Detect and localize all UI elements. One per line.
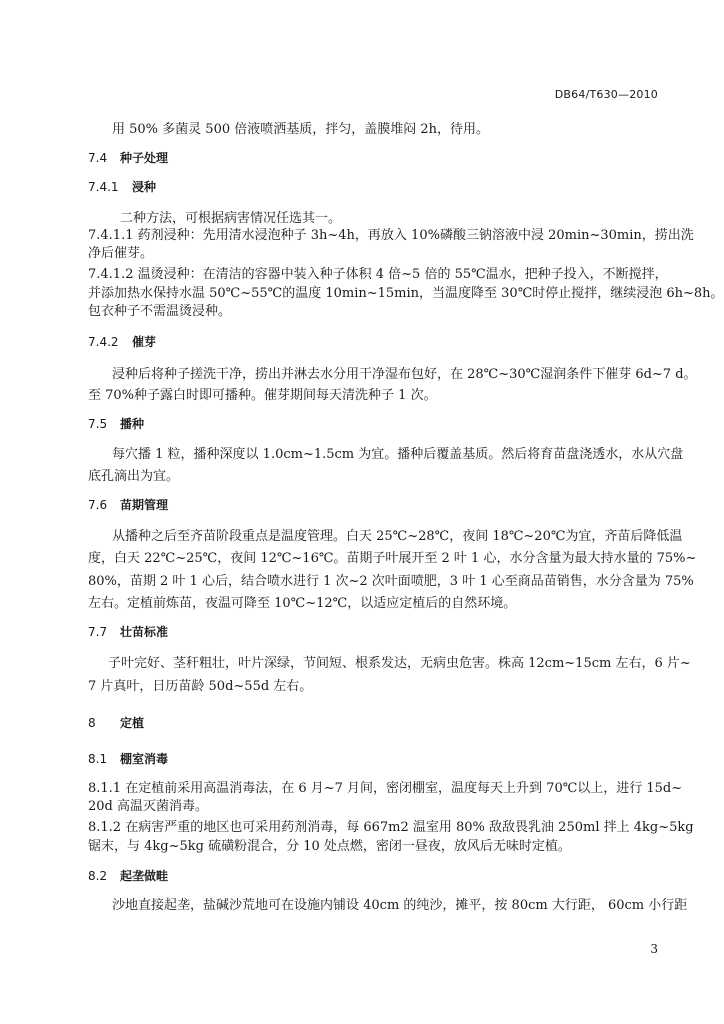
section-heading-8-1: [88, 747, 658, 772]
paragraph-line: 度，白天 22℃~25℃，夜间 12℃~16℃。苗期子叶展开至 2 叶 1 心，水分含量为最大持水量的 75%~: [88, 551, 697, 566]
paragraph-line: 包衣种子不需温烫浸种。: [88, 304, 232, 319]
section-heading-7-4-2: [88, 330, 658, 355]
paragraph-line: 浸种后将种子搓洗干净，捞出并淋去水分用干净湿布包好，在 28℃~30℃湿润条件下催芽 6d~7 d。: [112, 367, 697, 382]
section-number: 7.7: [88, 625, 108, 639]
section-title: 壮苗标准: [120, 625, 169, 639]
paragraph-line: 从播种之后至齐苗阶段重点是温度管理。白天 25℃~28℃，夜间 18℃~20℃为宜，齐苗后降低温: [112, 529, 683, 544]
paragraph-line: 8.1.2 在病害严重的地区也可采用药剂消毒，每 667m2 温室用 80% 敌敌畏乳油 250ml 拌上 4kg~5kg: [88, 820, 694, 835]
paragraph-line: 20d 高温灭菌消毒。: [88, 799, 208, 814]
paragraph-line: 至 70%种子露白时即可播种。催芽期间每天清洗种子 1 次。: [88, 388, 437, 403]
section-title: 种子处理: [120, 151, 169, 165]
section-number: 7.4.1: [88, 180, 119, 194]
section-title: 起垄做畦: [120, 869, 169, 883]
paragraph-line: 并添加热水保持水温 50℃~55℃的温度 10min~15min，当温度降至 30℃时停止搅拌，继续浸泡 6h~8h。: [88, 286, 724, 301]
section-title: 苗期管理: [120, 498, 169, 512]
paragraph-line: 子叶完好、茎秆粗壮，叶片深绿，节间短、根系发达，无病虫危害。株高 12cm~15cm 左右，6 片~: [108, 656, 691, 671]
paragraph-line: 7 片真叶，日历苗龄 50d~55d 左右。: [88, 679, 313, 694]
section-title: 浸种: [132, 180, 157, 194]
section-title: 催芽: [132, 335, 157, 349]
section-heading-7-4: [88, 146, 658, 171]
section-heading-7-4-1: [88, 175, 658, 200]
section-title: 播种: [120, 417, 145, 431]
section-title: 棚室消毒: [120, 752, 169, 766]
paragraph-line: 底孔滴出为宜。: [88, 469, 180, 484]
paragraph-line: 7.4.1.2 温烫浸种：在清洁的容器中装入种子体积 4 倍~5 倍的 55℃温水，把种子投入，不断搅拌，: [88, 267, 668, 282]
paragraph-line: 8.1.1 在定植前采用高温消毒法，在 6 月~7 月间，密闭棚室，温度每天上升到 70℃以上，进行 15d~: [88, 781, 683, 796]
section-heading-7-5: [88, 412, 658, 437]
document-code: DB64/T630—2010: [554, 88, 658, 101]
section-number: 7.5: [88, 417, 108, 431]
section-number: 8.1: [88, 752, 108, 766]
paragraph-line: 沙地直接起垄，盐碱沙荒地可在设施内铺设 40cm 的纯沙，摊平，按 80cm 大行距， 60cm 小行距: [112, 898, 688, 913]
section-heading-7-6: [88, 493, 658, 518]
paragraph-line: 左右。定植前炼苗，夜温可降至 10℃~12℃，以适应定植后的自然环境。: [88, 596, 517, 611]
section-number: 7.4: [88, 151, 108, 165]
paragraph-line: 用 50% 多菌灵 500 倍液喷洒基质，拌匀，盖膜堆闷 2h，待用。: [112, 122, 490, 137]
paragraph-line: 7.4.1.1 药剂浸种：先用清水浸泡种子 3h~4h，再放入 10%磷酸三钠溶液中浸 20min~30min，捞出洗: [88, 228, 694, 243]
paragraph-line: 二种方法，可根据病害情况任选其一。: [120, 211, 342, 226]
paragraph-line: 锯末，与 4kg~5kg 硫磺粉混合，分 10 处点燃，密闭一昼夜，放风后无味时定植。: [88, 839, 571, 854]
section-title: 定植: [120, 716, 145, 730]
section-heading-7-7: [88, 620, 658, 645]
page-number: 3: [650, 942, 658, 956]
section-heading-8: [88, 711, 658, 736]
section-number: 8.2: [88, 869, 108, 883]
section-number: 8: [88, 716, 96, 730]
section-number: 7.4.2: [88, 335, 119, 349]
section-number: 7.6: [88, 498, 108, 512]
paragraph-line: 80%，苗期 2 叶 1 心后，结合喷水进行 1 次~2 次叶面喷肥，3 叶 1 心至商品苗销售，水分含量为 75%: [88, 574, 694, 589]
paragraph-line: 每穴播 1 粒，播种深度以 1.0cm~1.5cm 为宜。播种后覆盖基质。然后将育苗盘浇透水，水从穴盘: [112, 447, 684, 462]
section-heading-8-2: [88, 864, 658, 889]
paragraph-line: 净后催芽。: [88, 246, 154, 261]
